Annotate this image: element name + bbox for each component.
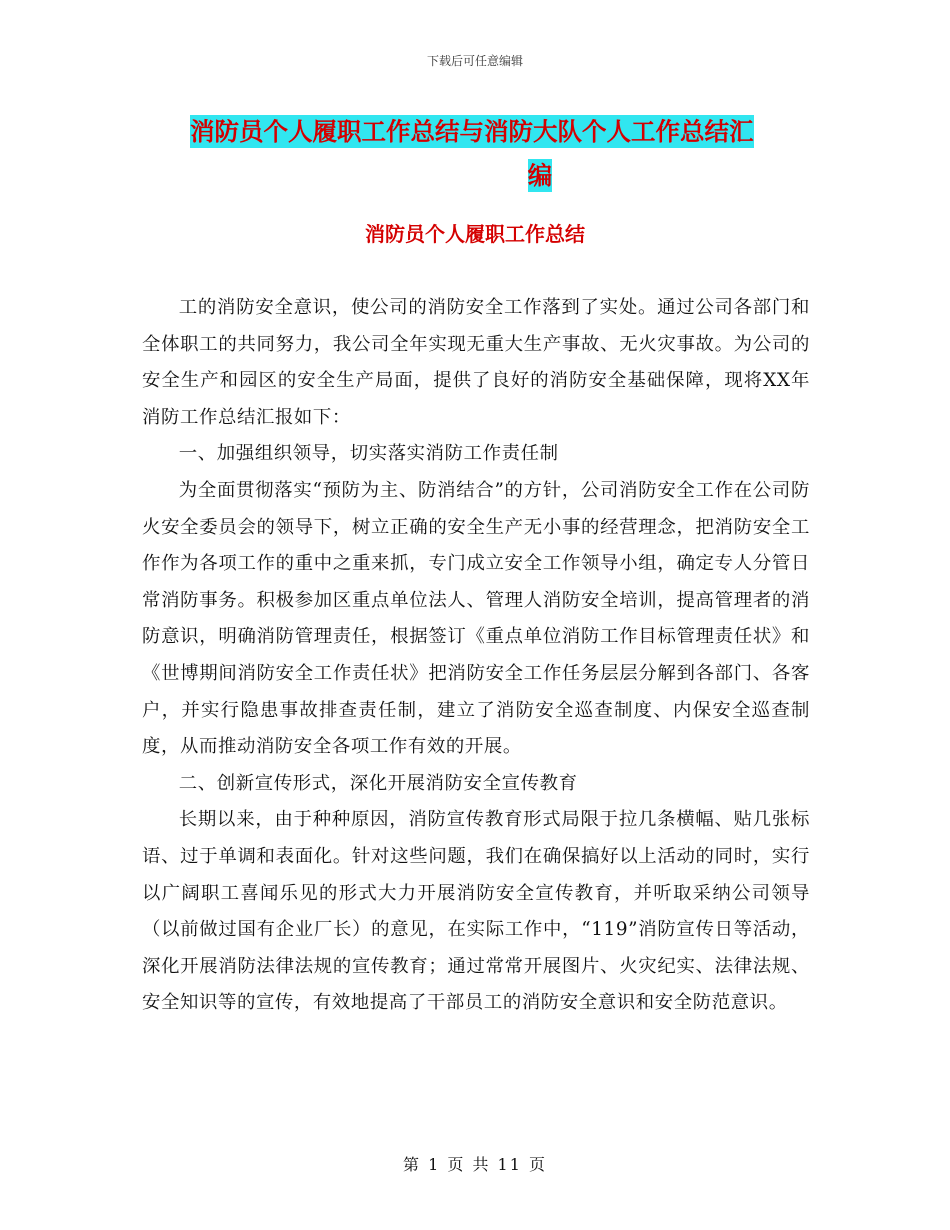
page-footer: 第 1 页 共 11 页 [403, 1155, 547, 1174]
document-title-line-1: 消防员个人履职工作总结与消防大队个人工作总结汇 [190, 117, 754, 146]
paragraph: 为全面贯彻落实“预防为主、防消结合”的方针，公司消防安全工作在公司防火安全委员会的领导下，树立正确的安全生产无小事的经营理念，把消防安全工作作为各项工作的重中之重来抓，专门成立安全工作领导小组，确定专人分管日常消防事务。积极参加区重点单位法人、管理人消防安全培训，提高管理者的消防意识，明确消防管理责任，根据签订《重点单位消防工作目标管理责任状》和《世博期间消防安全工作责任状》把消防安全工作任务层层分解到各部门、各客户，并实行隐患事故排查责任制，建立了消防安全巡查制度、内保安全巡查制度，从而推动消防安全各项工作有效的开展。 [142, 479, 810, 758]
document-title-line-2: 编 [527, 161, 553, 190]
paragraph: 工的消防安全意识，使公司的消防安全工作落到了实处。通过公司各部门和全体职工的共同努力，我公司全年实现无重大生产事故、无火灾事故。为公司的安全生产和园区的安全生产局面，提供了良好的消防安全基础保障，现将XX年消防工作总结汇报如下： [142, 297, 810, 428]
section-title: 消防员个人履职工作总结 [365, 222, 585, 246]
paragraph-heading: 二、创新宣传形式，深化开展消防安全宣传教育 [178, 772, 578, 794]
body-text [142, 290, 810, 1022]
paragraph-heading: 一、加强组织领导，切实落实消防工作责任制 [178, 443, 559, 465]
paragraph: 长期以来，由于种种原因，消防宣传教育形式局限于拉几条横幅、贴几张标语、过于单调和表面化。针对这些问题，我们在确保搞好以上活动的同时，实行以广阔职工喜闻乐见的形式大力开展消防安全宣传教育，并听取采纳公司领导（以前做过国有企业厂长）的意见，在实际工作中，“119”消防宣传日等活动，深化开展消防法律法规的宣传教育；通过常常开展图片、火灾纪实、法律法规、安全知识等的宣传，有效地提高了干部员工的消防安全意识和安全防范意识。 [142, 809, 810, 1014]
header-note: 下载后可任意编辑 [426, 54, 523, 68]
document-title [190, 110, 810, 198]
